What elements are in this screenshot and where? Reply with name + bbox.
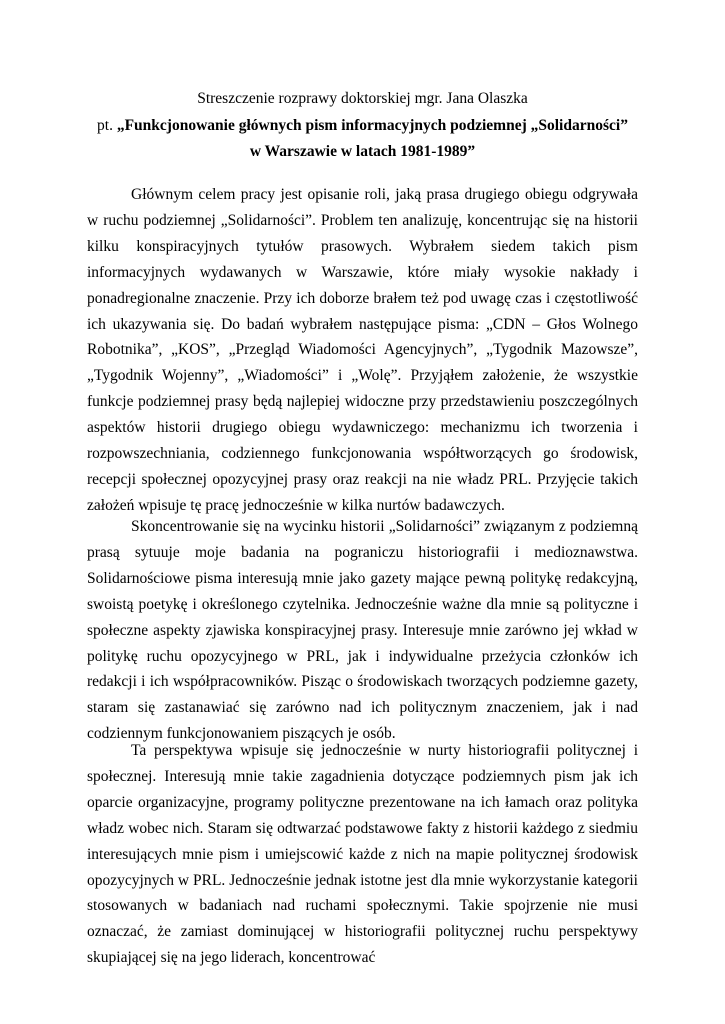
paragraph-2-block [87, 514, 638, 747]
paragraph: Ta perspektywa wpisuje się jednocześnie w nurty historiografii politycznej i społecznej. Interesują mnie takie zagadnienia dotyczące podziemnych pism jak ich oparcie organizacyjne, programy polityczne prezentowane na ich łamach oraz polityka władz wobec nich. Staram się odtwarzać podstawowe fakty z historii każdego z siedmiu interesujących mnie pism i umiejscowić każde z nich na mapie politycznej środowisk opozycyjnych w PRL. Jednocześnie jednak istotne jest dla mnie wykorzystanie kategorii stosowanych w badaniach nad ruchami społecznymi. Takie spojrzenie nie musi oznaczać, że zamiast dominującej w historiografii politycznej ruchu perspektywy skupiającej się na jego liderach, koncentrować [87, 742, 638, 967]
abstract-heading-text: Streszczenie rozprawy doktorskiej mgr. Jana Olaszka [197, 90, 528, 107]
thesis-title-part-2: w Warszawie w latach 1981-1989” [249, 143, 476, 160]
paragraph: Skoncentrowanie się na wycinku historii „Solidarności” związanym z podziemną prasą sytuuje moje badania na pograniczu historiografii i medioznawstwa. Solidarnościowe pisma interesują mnie jako gazety mające pewną politykę redakcyjną, swoistą poetykę i określonego czytelnika. Jednocześnie ważne dla mnie są polityczne i społeczne aspekty zjawiska konspiracyjnej prasy. Interesuje mnie zarówno jej wkład w politykę ruchu opozycyjnego w PRL, jak i indywidualne przeżycia członków ich redakcji i ich współpracowników. Pisząc o środowiskach tworzących podziemne gazety, staram się zastanawiać się zarówno nad ich politycznym znaczeniem, jak i nad codziennym funkcjonowaniem piszących je osób. [87, 518, 638, 743]
thesis-title-prefix: pt. [97, 117, 117, 134]
thesis-title-part-1: „Funkcjonowanie głównych pism informacyjnych podziemnej „Solidarności” [116, 117, 628, 134]
paragraph: Głównym celem pracy jest opisanie roli, jaką prasa drugiego obiegu odgrywała w ruchu podziemnej „Solidarności”. Problem ten analizuję, koncentrując się na historii kilku konspiracyjnych tytułów prasowych. Wybrałem siedem takich pism informacyjnych wydawanych w Warszawie, które miały wysokie nakłady i ponadregionalne znaczenie. Przy ich doborze brałem też pod uwagę czas i częstotliwość ich ukazywania się. Do badań wybrałem następujące pisma: „CDN – Głos Wolnego Robotnika”, „KOS”, „Przegląd Wiadomości Agencyjnych”, „Tygodnik Mazowsze”, „Tygodnik Wojenny”, „Wiadomości” i „Wolę”. Przyjąłem założenie, że wszystkie funkcje podziemnej prasy będą najlepiej widoczne przy przedstawieniu poszczególnych aspektów historii drugiego obiegu wydawniczego: mechanizmu ich tworzenia i rozpowszechniania, codziennego funkcjonowania współtworzących go środowisk, recepcji społecznej opozycyjnej prasy oraz reakcji na nie władz PRL. Przyjęcie takich założeń wpisuje tę pracę jednocześnie w kilka nurtów badawczych. [87, 186, 638, 514]
paragraph-3-block [87, 738, 638, 971]
paragraph-1-block [87, 182, 638, 519]
thesis-title-line-1 [0, 116, 725, 136]
abstract-heading [0, 89, 725, 109]
thesis-title-line-2 [0, 142, 725, 162]
